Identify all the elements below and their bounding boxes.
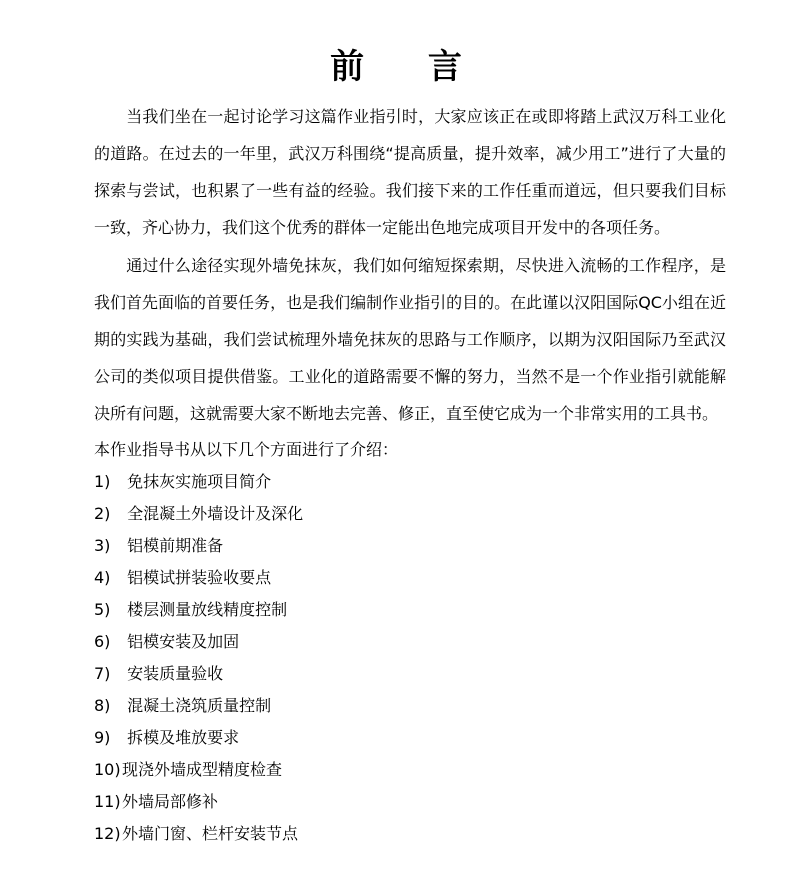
list-item-number: 12) <box>94 824 121 843</box>
list-item-text: 外墙局部修补 <box>122 792 219 811</box>
list-item-text: 铝模安装及加固 <box>127 632 240 651</box>
list-item <box>94 594 303 626</box>
list-item-number: 10) <box>94 760 121 779</box>
page-title: 前 言 <box>330 47 488 87</box>
list-item-number: 8) <box>94 696 111 715</box>
paragraph-1-text: 当我们坐在一起讨论学习这篇作业指引时，大家应该正在或即将踏上武汉万科工业化的道路。在过去的一年里，武汉万科围绕“提高质量，提升效率，减少用工”进行了大量的探索与尝试，也积累了一些有益的经验。我们接下来的工作任重而道远，但只要我们目标一致，齐心协力，我们这个优秀的群体一定能出色地完成项目开发中的各项任务。 <box>94 107 726 237</box>
list-item-number: 1) <box>94 472 111 491</box>
list-item-number: 5) <box>94 600 111 619</box>
list-item <box>94 530 303 562</box>
list-item-number: 9) <box>94 728 111 747</box>
list-item <box>94 658 303 690</box>
list-item-number: 2) <box>94 504 111 523</box>
list-item <box>94 818 303 850</box>
list-item <box>94 626 303 658</box>
list-item-text: 全混凝土外墙设计及深化 <box>127 504 304 523</box>
list-item-text: 免抹灰实施项目简介 <box>127 472 272 491</box>
list-item-text: 混凝土浇筑质量控制 <box>127 696 272 715</box>
list-item-number: 11) <box>94 792 121 811</box>
list-item-text: 现浇外墙成型精度检查 <box>122 760 283 779</box>
list-item <box>94 754 303 786</box>
list-item-text: 铝模试拼装验收要点 <box>127 568 272 587</box>
toc-list <box>94 466 303 850</box>
list-item <box>94 498 303 530</box>
list-item <box>94 562 303 594</box>
list-item-text: 楼层测量放线精度控制 <box>127 600 288 619</box>
toc-intro: 本作业指导书从以下几个方面进行了介绍： <box>94 440 399 459</box>
list-item <box>94 690 303 722</box>
paragraph-2 <box>94 247 726 432</box>
list-item <box>94 722 303 754</box>
list-item-number: 7) <box>94 664 111 683</box>
list-item-number: 6) <box>94 632 111 651</box>
list-item <box>94 466 303 498</box>
paragraph-2-text: 通过什么途径实现外墙免抹灰，我们如何缩短探索期，尽快进入流畅的工作程序，是我们首先面临的首要任务，也是我们编制作业指引的目的。在此谨以汉阳国际QC小组在近期的实践为基础，我们尝试梳理外墙免抹灰的思路与工作顺序，以期为汉阳国际乃至武汉公司的类似项目提供借鉴。工业化的道路需要不懈的努力，当然不是一个作业指引就能解决所有问题，这就需要大家不断地去完善、修正，直至使它成为一个非常实用的工具书。 <box>94 256 726 423</box>
paragraph-1 <box>94 98 726 246</box>
list-item-text: 铝模前期准备 <box>127 536 224 555</box>
list-item-text: 外墙门窗、栏杆安装节点 <box>122 824 299 843</box>
list-item-text: 安装质量验收 <box>127 664 224 683</box>
list-item-number: 4) <box>94 568 111 587</box>
list-item-number: 3) <box>94 536 111 555</box>
list-item <box>94 786 303 818</box>
list-item-text: 拆模及堆放要求 <box>127 728 240 747</box>
